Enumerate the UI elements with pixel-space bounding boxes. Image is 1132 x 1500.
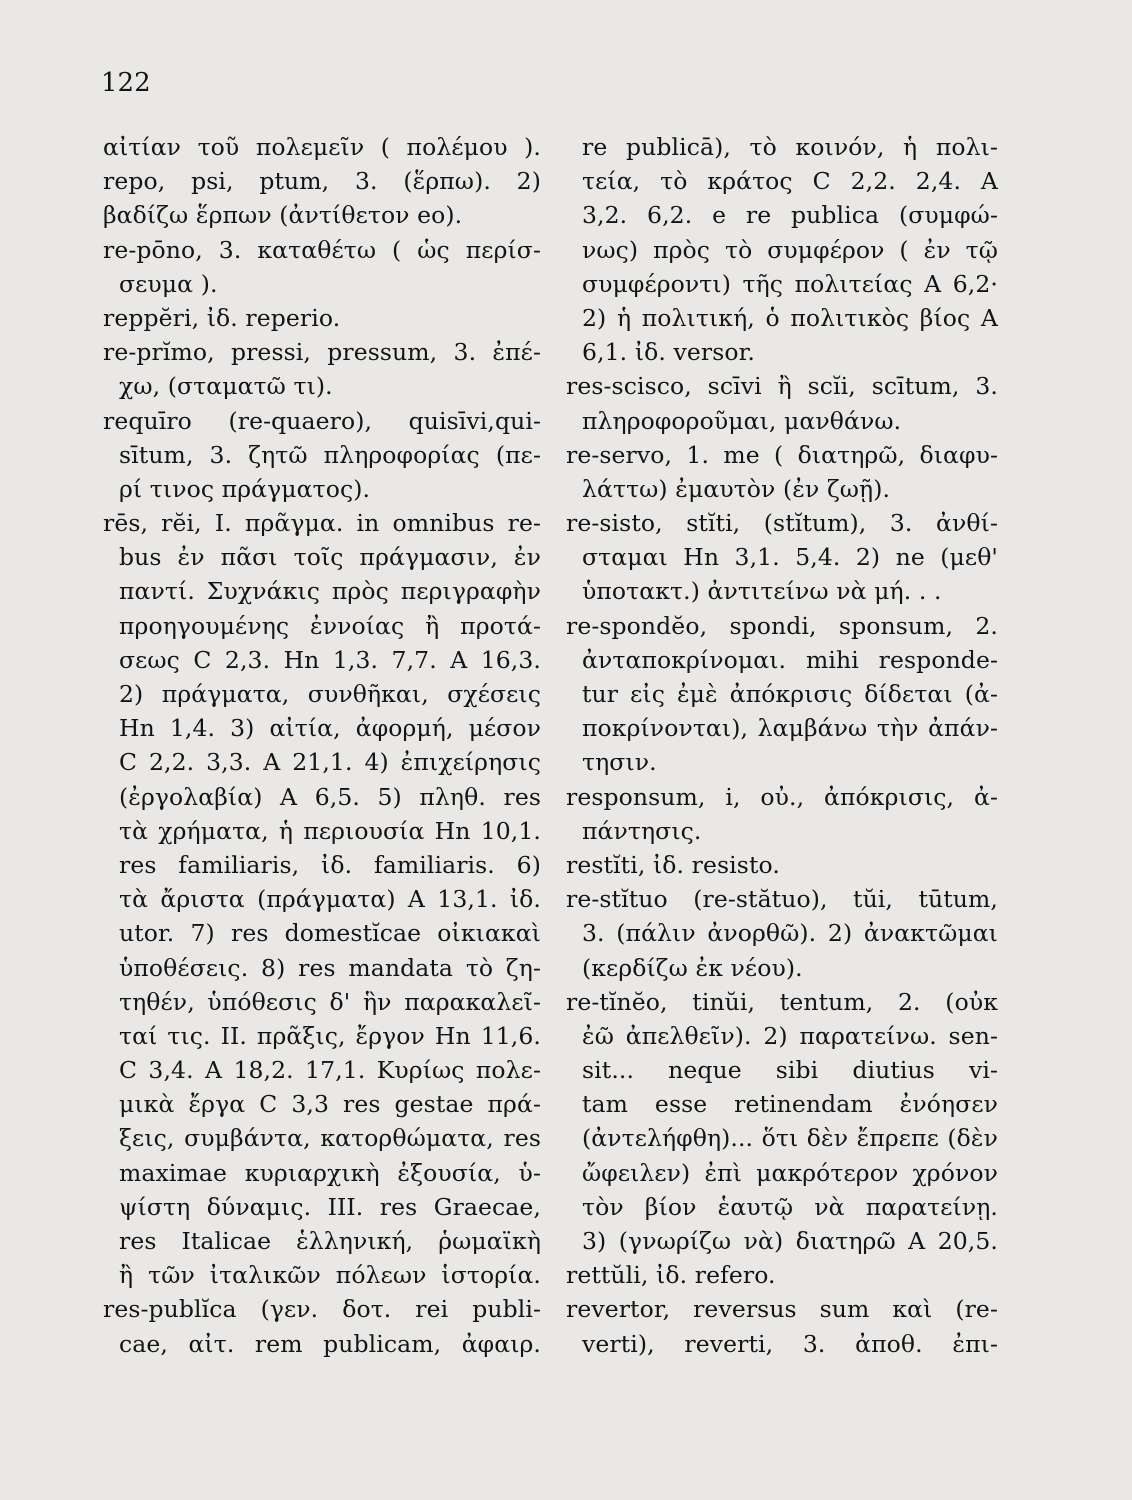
page-number: 122 [101,68,151,98]
text-line: πληροφοροῦμαι, μανθάνω. [582,406,902,435]
text-line: bus ἐν πᾶσι τοῖς πράγμασιν, ἐν [119,543,541,572]
text-line: τὸν βίον ἑαυτῷ νὰ παρατείνῃ. [582,1192,998,1221]
text-line: re-servo, 1. me ( διατηρῶ, διαφυ- [566,440,998,469]
text-line: τεία, τὸ κράτος C 2,2. 2,4. A [582,167,998,196]
text-line: μικὰ ἔργα C 3,3 res gestae πρά- [119,1090,541,1119]
text-line: 3. (πάλιν ἀνορθῶ). 2) ἀνακτῶμαι [582,919,998,948]
text-line: ὑποθέσεις. 8) res mandata τὸ ζη- [119,953,541,982]
text-line: σεως C 2,3. Hn 1,3. 7,7. A 16,3. [119,645,541,674]
text-line: 3) (γνωρίζω νὰ) διατηρῶ A 20,5. [582,1227,998,1255]
text-line: 2) πράγματα, συνθῆκαι, σχέσεις [119,680,541,708]
text-line: re publicā), τὸ κοινόν, ἡ πολι- [582,133,998,161]
text-line: σταμαι Hn 3,1. 5,4. 2) ne (μεθ' [582,543,998,572]
text-line: τὰ χρήματα, ἡ περιουσία Hn 10,1. [119,816,541,845]
text-line: sit... neque sibi diutius vi- [582,1056,998,1085]
text-line: Hn 1,4. 3) αἰτία, ἀφορμή, μέσον [119,714,541,743]
text-line: ποκρίνονται), λαμβάνω τὴν ἀπάν- [582,714,998,743]
text-line: πάντησις. [582,816,702,845]
text-line: responsum, i, οὐ., ἀπόκρισις, ἀ- [566,782,998,811]
text-line: re-stĭtuo (re-stătuo), tŭi, tūtum, [566,885,998,914]
text-line: rēs, rĕi, I. πρᾶγμα. in omnibus re- [103,509,541,538]
text-line: sītum, 3. ζητῶ πληροφορίας (πε- [119,440,541,469]
text-line: re-prĭmo, pressi, pressum, 3. ἐπέ- [103,338,541,367]
left-column [103,130,541,1361]
text-line: re-spondĕo, spondi, sponsum, 2. [566,611,998,640]
text-line: βαδίζω ἕρπων (ἀντίθετον eo). [103,201,463,230]
text-line: requīro (re-quaero), quisīvi,qui- [103,406,541,435]
text-line: tam esse retinendam ἐνόησεν [582,1090,998,1119]
text-line: verti), reverti, 3. ἀποθ. ἐπι- [582,1329,998,1358]
text-line: ψίστη δύναμις. III. res Graecae, [119,1192,541,1221]
text-line: repo, psi, ptum, 3. (ἕρπω). 2) [103,167,541,196]
text-line: (ἐργολαβία) A 6,5. 5) πληθ. res [119,782,541,811]
text-line: χω, (σταματῶ τι). [119,372,333,401]
text-line: maximae κυριαρχικὴ ἐξουσία, ὑ- [119,1158,541,1187]
text-line: λάττω) ἐμαυτὸν (ἐν ζωῇ). [582,474,891,503]
text-line: τὰ ἄριστα (πράγματα) A 13,1. ἰδ. [119,885,541,914]
text-line: utor. 7) res domestĭcae οἰκιακαὶ [119,919,541,948]
text-line: re-tĭnĕo, tinŭi, tentum, 2. (οὐκ [566,987,998,1016]
text-line: ρί τινος πράγματος). [119,474,371,503]
text-line: C 2,2. 3,3. A 21,1. 4) ἐπιχείρησις [119,748,541,777]
text-line: ὤφειλεν) ἐπὶ μακρότερον χρόνον [582,1158,998,1187]
text-line: revertor, reversus sum καὶ (re- [566,1295,998,1324]
text-line: συμφέροντι) τῆς πολιτείας A 6,2· [582,269,998,298]
text-line: σευμα ). [119,269,218,298]
text-line: re-sisto, stĭti, (stĭtum), 3. ἀνθί- [566,509,998,538]
text-line: τησιν. [582,748,657,777]
text-line: res familiaris, ἰδ. familiaris. 6) [119,850,541,879]
text-line: 2) ἡ πολιτική, ὁ πολιτικὸς βίος A [582,303,998,332]
text-line: tur εἰς ἐμὲ ἀπόκρισις δίδεται (ἀ- [582,680,998,708]
text-line: res-scisco, scīvi ἢ scĭi, scītum, 3. [566,372,998,401]
text-line: 3,2. 6,2. e re publica (συμφώ- [582,201,998,230]
text-line: τηθέν, ὑπόθεσις δ' ἣν παρακαλεῖ- [119,987,541,1016]
text-line: C 3,4. A 18,2. 17,1. Κυρίως πολε- [119,1056,541,1085]
text-line: ὑποτακτ.) ἀντιτείνω νὰ μή. . . [582,577,942,606]
text-line: ξεις, συμβάντα, κατορθώματα, res [119,1124,541,1153]
text-line: (κερδίζω ἐκ νέου). [582,953,803,982]
text-line: 6,1. ἰδ. versor. [582,338,755,367]
text-line: re-pōno, 3. καταθέτω ( ὡς περίσ- [103,235,541,264]
text-line: νως) πρὸς τὸ συμφέρον ( ἐν τῷ [582,235,998,264]
text-line: ἐῶ ἀπελθεῖν). 2) παρατείνω. sen- [582,1021,998,1050]
text-line: cae, αἰτ. rem publicam, ἀφαιρ. [119,1329,541,1358]
text-line: res Italicae ἑλληνική, ῥωμαϊκὴ [119,1227,541,1255]
text-line: παντί. Συχνάκις πρὸς περιγραφὴν [119,577,541,606]
text-line: restĭti, ἰδ. resisto. [566,850,780,879]
text-line: (ἀντελήφθη)... ὅτι δὲν ἔπρεπε (δὲν [582,1124,998,1153]
text-line: res-publĭca (γεν. δοτ. rei publi- [103,1295,541,1324]
text-line: ἢ τῶν ἰταλικῶν πόλεων ἱστορία. [119,1261,541,1290]
text-line: reppĕri, ἰδ. reperio. [103,303,341,332]
text-line: ἀνταποκρίνομαι. mihi responde- [582,645,998,674]
text-line: rettŭli, ἰδ. refero. [566,1261,776,1290]
text-line: προηγουμένης ἐννοίας ἢ προτά- [119,611,541,640]
right-column [566,130,998,1361]
text-line: ταί τις. II. πρᾶξις, ἔργον Hn 11,6. [119,1021,541,1050]
text-line: αἰτίαν τοῦ πολεμεῖν ( πολέμου ). [103,133,541,161]
